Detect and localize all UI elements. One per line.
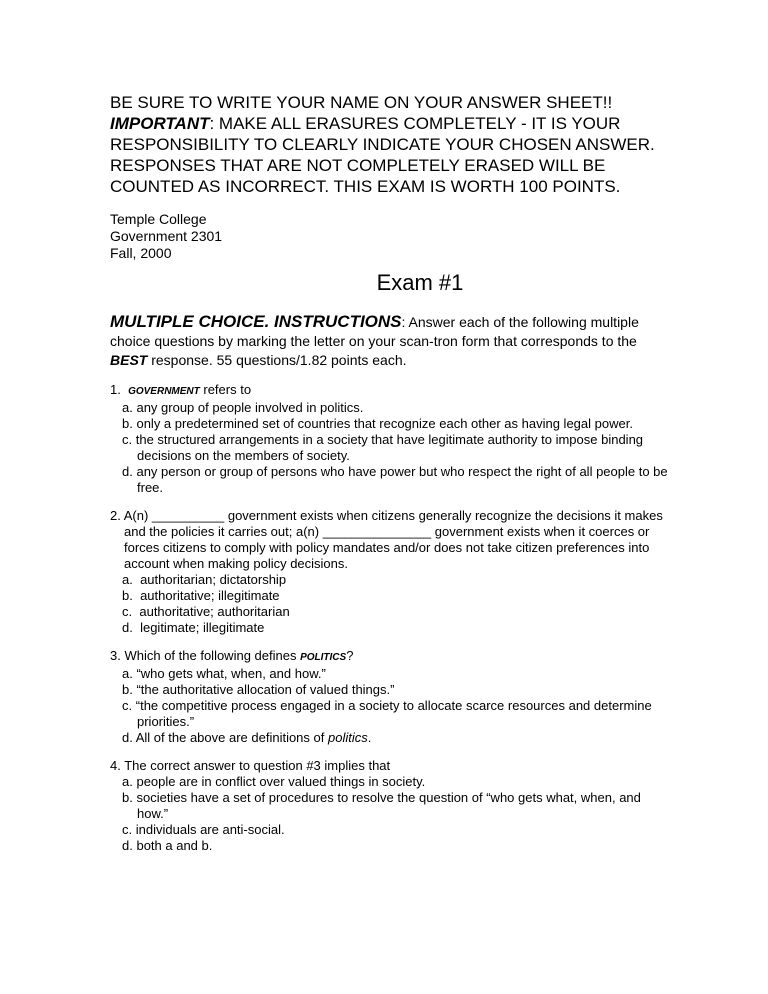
option-letter: b. xyxy=(122,790,133,805)
option-a xyxy=(110,400,670,416)
instructions-heading: MULTIPLE CHOICE. INSTRUCTIONS xyxy=(110,312,402,331)
option-text-part: All of the above are definitions of xyxy=(135,730,328,745)
option-letter: c. xyxy=(122,604,133,619)
question-4 xyxy=(110,758,670,854)
option-c xyxy=(110,432,670,464)
option-text: authoritative; authoritarian xyxy=(139,604,290,619)
question-list xyxy=(110,382,670,854)
option-a xyxy=(110,774,670,790)
exam-title: Exam #1 xyxy=(376,270,464,295)
option-b xyxy=(110,790,670,822)
question-3 xyxy=(110,648,670,746)
option-letter: d. xyxy=(122,730,133,745)
option-a xyxy=(110,572,670,588)
option-letter: c. xyxy=(122,822,133,837)
important-label: IMPORTANT xyxy=(110,114,210,133)
option-text: people are in conflict over valued things in society. xyxy=(136,774,426,789)
option-letter: d. xyxy=(122,464,133,479)
question-stem-text: Which of the following defines xyxy=(124,648,301,663)
option-b xyxy=(110,416,670,432)
option-letter: b. xyxy=(122,588,133,603)
option-letter: a. xyxy=(122,572,133,587)
course-name: Government 2301 xyxy=(110,228,223,244)
question-term: GOVERNMENT xyxy=(128,386,200,397)
option-text: authoritarian; dictatorship xyxy=(140,572,287,587)
option-d xyxy=(110,620,670,636)
option-a xyxy=(110,666,670,682)
option-letter: a. xyxy=(122,666,133,681)
option-text: “the competitive process engaged in a society to allocate scarce resources and determine priorities.” xyxy=(135,698,652,729)
option-text: the structured arrangements in a society that have legitimate authority to impose binding decisions on the members of society. xyxy=(135,432,644,463)
instructions-best: BEST xyxy=(110,352,148,368)
question-term: POLITICS xyxy=(300,652,347,663)
question-stem-end: ? xyxy=(346,648,354,663)
option-text: legitimate; illegitimate xyxy=(140,620,265,635)
option-c xyxy=(110,698,670,730)
question-number: 1. xyxy=(110,382,121,397)
question-stem-text: A(n) __________ government exists when citizens generally recognize the decisions it makes and the policies it carries out; a(n) _______________ government exists when it coerces or forces citizens to comply with policy mandates and/or does not take citizen preferences into account when making policy decisions. xyxy=(123,508,663,571)
option-text: “who gets what, when, and how.” xyxy=(136,666,326,681)
option-letter: c. xyxy=(122,698,133,713)
option-text: authoritative; illegitimate xyxy=(140,588,280,603)
term-name: Fall, 2000 xyxy=(110,245,172,261)
option-c xyxy=(110,822,670,838)
question-2-stem xyxy=(110,508,670,572)
college-name: Temple College xyxy=(110,211,207,227)
option-letter: a. xyxy=(122,400,133,415)
option-b xyxy=(110,588,670,604)
option-letter: d. xyxy=(122,838,133,853)
instructions xyxy=(110,312,670,370)
option-text: any group of people involved in politics. xyxy=(136,400,364,415)
option-text: societies have a set of procedures to resolve the question of “who gets what, when, and how.” xyxy=(136,790,641,821)
warning-line-1: BE SURE TO WRITE YOUR NAME ON YOUR ANSWER SHEET!! xyxy=(110,93,613,112)
option-b xyxy=(110,682,670,698)
option-text: only a predetermined set of countries that recognize each other as having legal power. xyxy=(136,416,633,431)
option-text-end: . xyxy=(367,730,372,745)
answer-sheet-warning xyxy=(110,92,670,197)
question-stem-text: The correct answer to question #3 implies that xyxy=(124,758,391,773)
option-letter: b. xyxy=(122,682,133,697)
option-text: both a and b. xyxy=(136,838,213,853)
option-letter: b. xyxy=(122,416,133,431)
option-text xyxy=(136,730,372,745)
question-stem-text: refers to xyxy=(199,382,252,397)
option-letter: c. xyxy=(122,432,133,447)
option-d xyxy=(110,730,670,746)
question-1 xyxy=(110,382,670,496)
instructions-text-1: : Answer each of the following multiple choice questions by marking the letter on your scan-tron form that corresponds to the xyxy=(110,314,639,349)
question-number: 4. xyxy=(110,758,121,773)
question-number: 2. xyxy=(110,508,121,523)
question-number: 3. xyxy=(110,648,121,663)
question-3-stem xyxy=(110,648,670,666)
important-text: : MAKE ALL ERASURES COMPLETELY - IT IS YOUR RESPONSIBILITY TO CLEARLY INDICATE YOUR CHOSEN ANSWER. RESPONSES THAT ARE NOT COMPLETELY ERASED WILL BE COUNTED AS INCORRECT. THIS EXAM IS WORTH 100 POINTS. xyxy=(110,114,655,196)
option-text-italic: politics xyxy=(327,730,368,745)
option-c xyxy=(110,604,670,620)
option-text: individuals are anti-social. xyxy=(135,822,285,837)
question-4-stem xyxy=(110,758,670,774)
course-header xyxy=(110,211,670,262)
instructions-text-2: response. 55 questions/1.82 points each. xyxy=(147,352,407,368)
option-letter: d. xyxy=(122,620,133,635)
option-d xyxy=(110,838,670,854)
option-text: any person or group of persons who have power but who respect the right of all people to be free. xyxy=(136,464,668,495)
question-1-stem xyxy=(110,382,670,400)
option-text: “the authoritative allocation of valued things.” xyxy=(136,682,395,697)
option-letter: a. xyxy=(122,774,133,789)
exam-page xyxy=(110,92,670,866)
question-2 xyxy=(110,508,670,636)
option-d xyxy=(110,464,670,496)
